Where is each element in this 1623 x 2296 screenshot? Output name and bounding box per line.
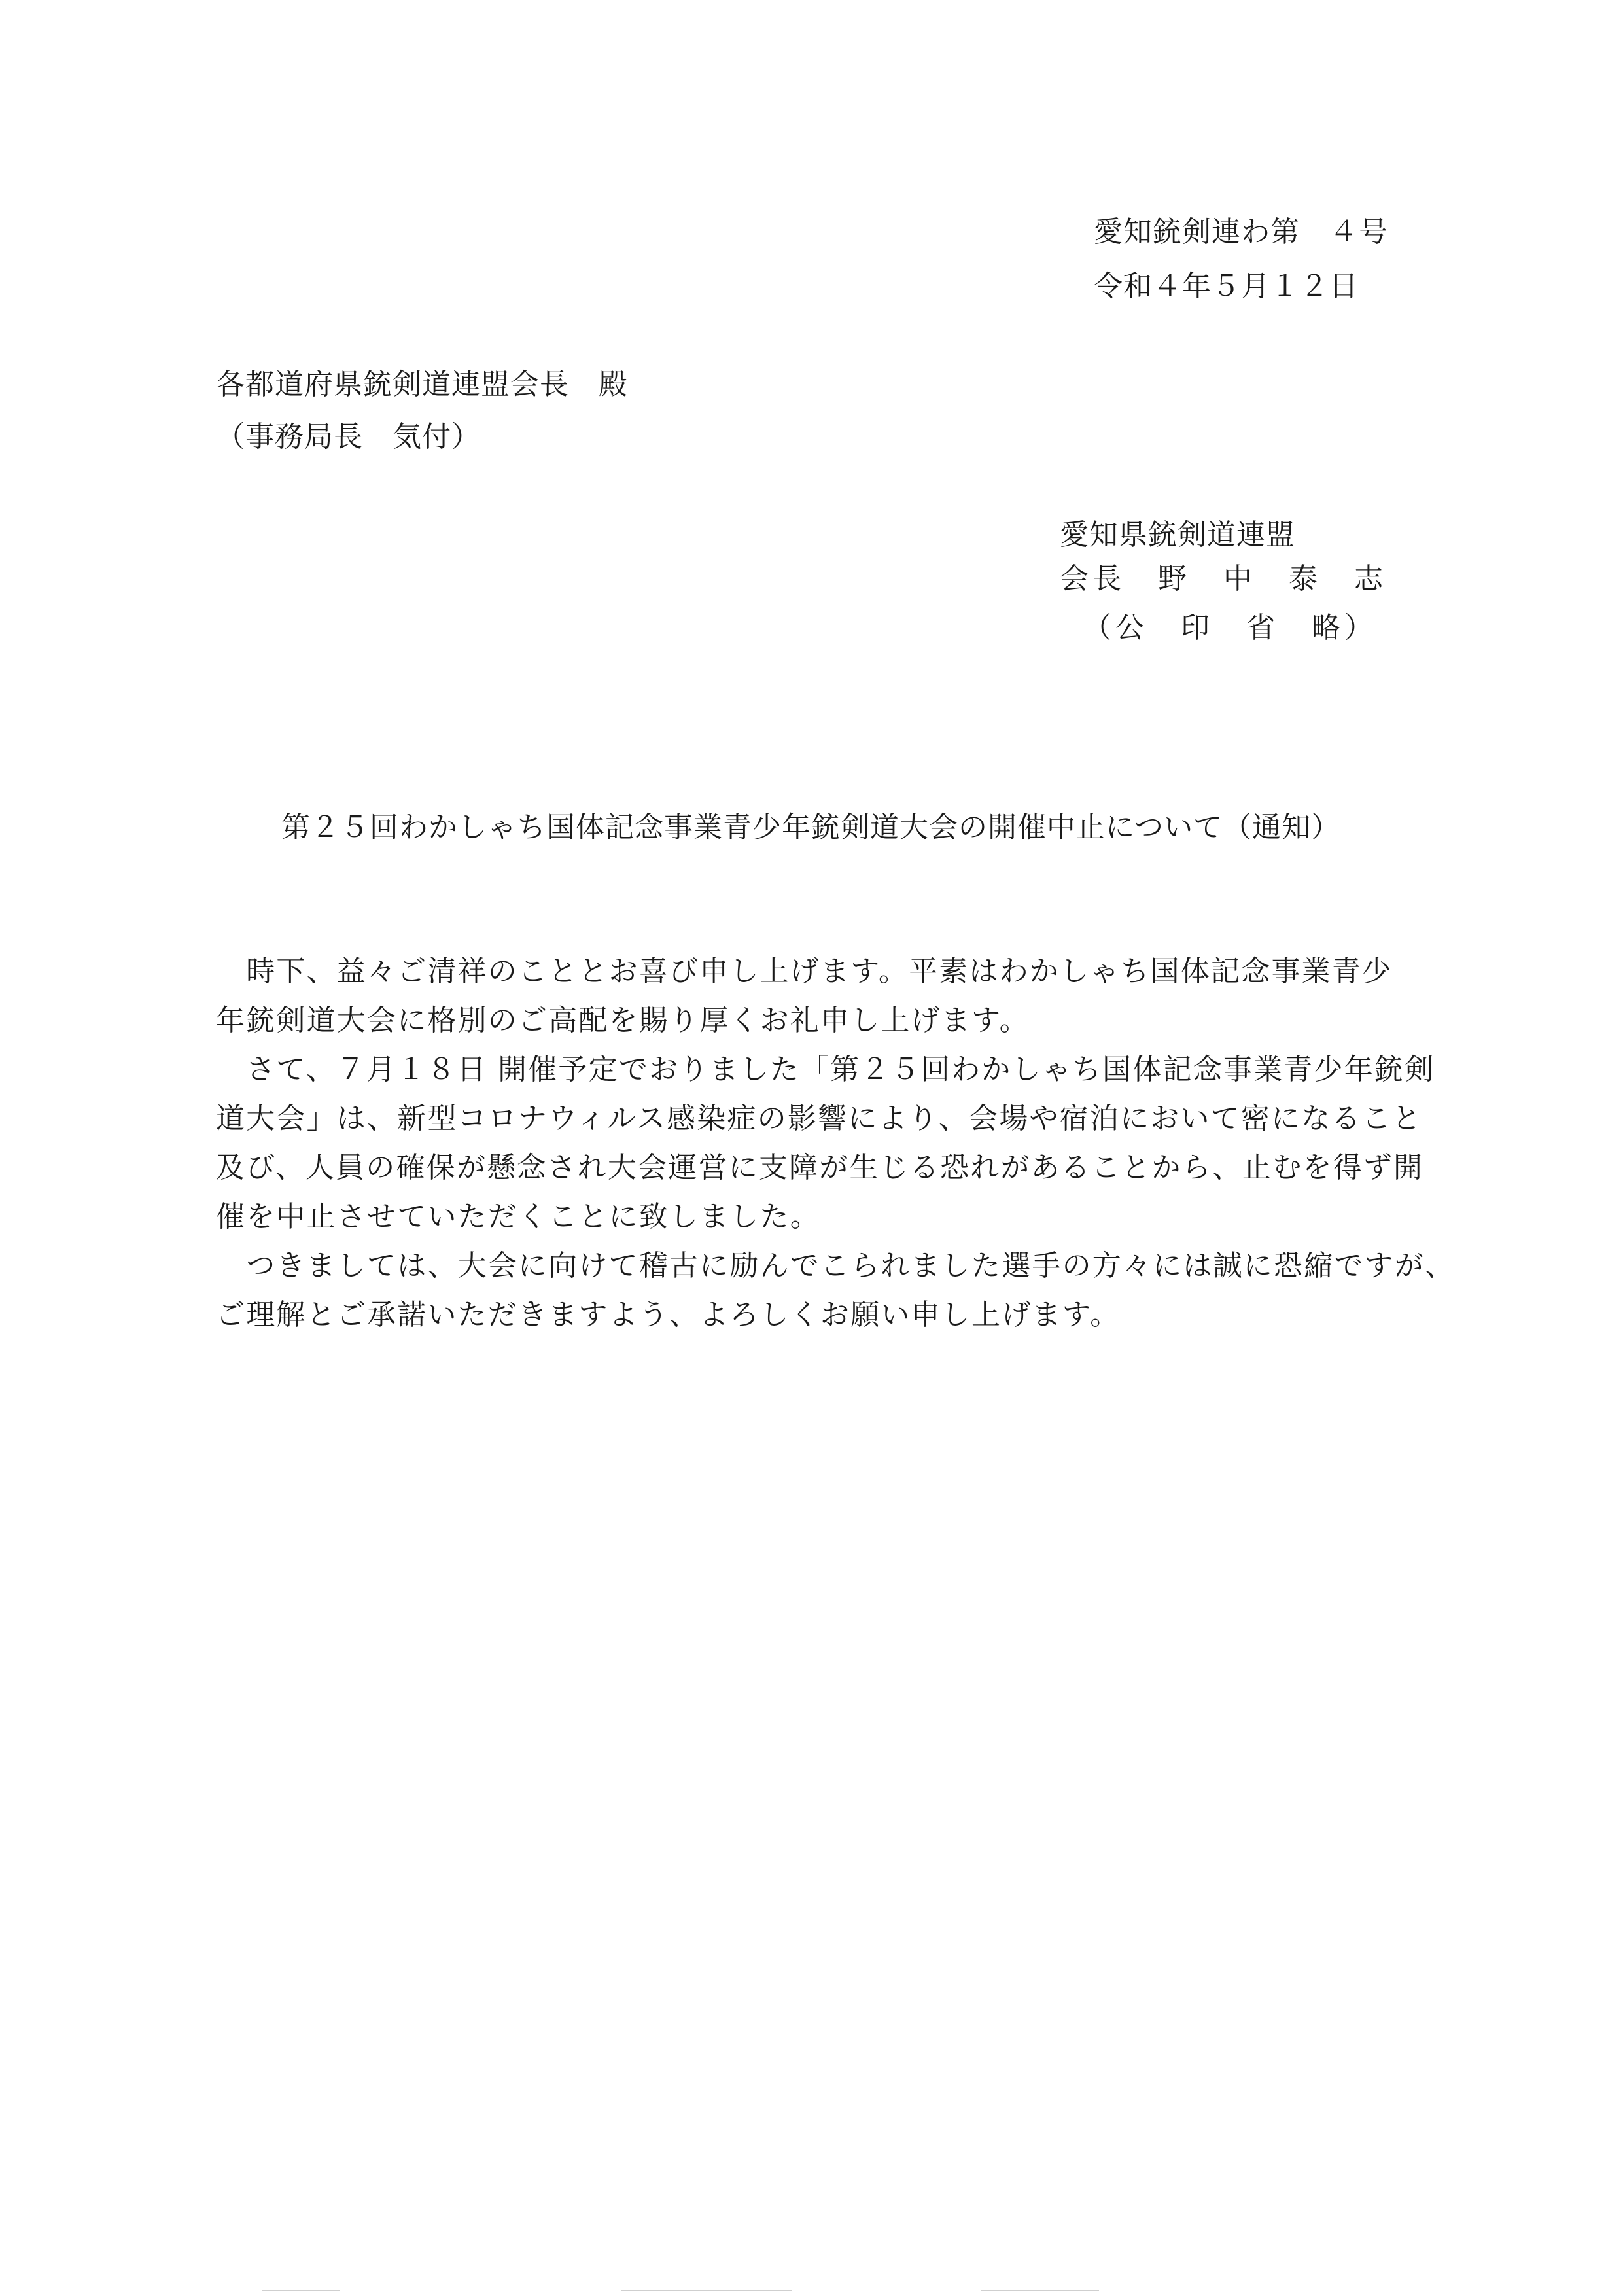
body-line: 時下、益々ご清祥のこととお喜び申し上げます。平素はわかしゃち国体記念事業青少 [216, 955, 1393, 988]
body-line: 及び、人員の確保が懸念され大会運営に支障が生じる恐れがあることから、止むを得ず開 [216, 1151, 1424, 1184]
recipient-attention: （事務局長 気付） [216, 420, 481, 453]
sender-name: 会長 野 中 泰 志 [1060, 562, 1387, 595]
body-line: 道大会」は、新型コロナウィルス感染症の影響により、会場や宿泊において密になること [216, 1102, 1423, 1135]
body-line: ご理解とご承諾いただきますよう、よろしくお願い申し上げます。 [216, 1298, 1121, 1332]
body-line: 年銃剣道大会に格別のご高配を賜り厚くお礼申し上げます。 [216, 1004, 1030, 1037]
sender-organization: 愛知県銃剣道連盟 [1060, 518, 1295, 552]
seal-omitted-note: （公 印 省 略） [1083, 611, 1377, 645]
scan-artifact [262, 2290, 340, 2291]
document-date: 令和４年５月１２日 [1094, 270, 1359, 303]
body-line: さて、７月１８日 開催予定でおりました「第２５回わかしゃち国体記念事業青少年銃剣 [216, 1053, 1435, 1086]
scan-artifact [621, 2290, 792, 2291]
body-line: つきましては、大会に向けて稽古に励んでこられました選手の方々には誠に恐縮ですが、 [216, 1249, 1456, 1282]
scan-artifact [981, 2290, 1099, 2291]
document-title: 第２５回わかしゃち国体記念事業青少年銃剣道大会の開催中止について（通知） [281, 811, 1341, 844]
recipient-line: 各都道府県銃剣道連盟会長 殿 [216, 368, 628, 401]
body-line: 催を中止させていただくことに致しました。 [216, 1200, 820, 1233]
document-number: 愛知銃剣連わ第 ４号 [1094, 215, 1388, 249]
